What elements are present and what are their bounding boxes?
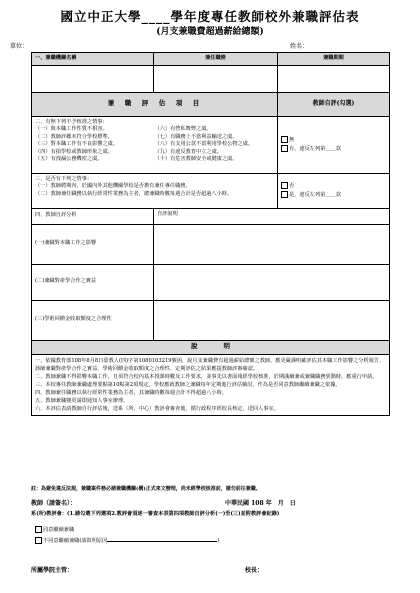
footnote: 註：為避免違反法規，兼職案件務必請兼職機關(構)正式來文辦理，尚未經學校核准前，請勿前往兼職。 bbox=[31, 486, 261, 492]
section2-item: （一）與本職工作性質不相容。 bbox=[35, 126, 108, 133]
note-item: 二、教師兼職不得影響本職工作，且須符合校內基本授課時數及工作要求，並事先以書面報經學校核准，於期滿續兼或兼職職務異動時，應重行申請。 bbox=[35, 373, 378, 380]
note-item: 六、本評估表請教師自行評估後，送系（所、中心）教評會審查後，循行政程序經校長核定，送回人事室。 bbox=[35, 405, 279, 412]
section2-intro: 二、有無下列不予核准之情事： bbox=[35, 118, 108, 125]
section2-item: （十）有危害教師安全或健康之虞。 bbox=[154, 156, 238, 163]
section2-item: （七）有職務上不當利益輸送之虞。 bbox=[154, 133, 238, 140]
name-label: 姓名： bbox=[290, 43, 309, 50]
signature-date: 中華民國 108 年 月 日 bbox=[225, 500, 296, 507]
section1-col-position: 兼任職務 bbox=[154, 53, 278, 66]
section3-item: （一）教師聘期內，於國內外其他機關學校是否擔有兼任專任職務。 bbox=[35, 183, 191, 190]
section4-label: 四、教師自評分析 bbox=[32, 208, 154, 224]
section1-col-period: 兼職期間 bbox=[278, 53, 390, 66]
disagree-option: 不同意繼續兼職(請敘明原因 ) bbox=[35, 537, 219, 544]
section2-item: （六）有營私舞弊之虞。 bbox=[154, 126, 212, 133]
section2-cell bbox=[32, 116, 278, 173]
section3-item: （二）教師兼任職務以執行經常性業務為主者，總兼職時數每週合計是否超過八小時。 bbox=[35, 190, 233, 197]
dept-committee-label: 系(所)教評會：(1.請勾選下列選項2.教評會須逐一審查本表第四項教師自評分析(一)至(三)並附教評會紀錄) bbox=[31, 511, 280, 517]
disagree-label: 不同意繼續兼職(請敘明原因 bbox=[43, 538, 108, 544]
agree-label: 同意繼續兼職 bbox=[43, 527, 75, 533]
form-title: 國立中正大學____學年度專任教師校外兼職評估表 bbox=[60, 9, 360, 24]
analysis-row-label: (一)兼職對本職工作之影響 bbox=[32, 224, 154, 264]
section3-no-checkbox[interactable] bbox=[281, 182, 288, 189]
note-item: 一、依據教育部108年8月8日臺教人(四)字第1080103219號函，說月支兼職費有超過薪給總額之教師，應更嚴謹明確評估其本職工作影響之分析報告、該師兼職對產學合作之實益、學術回饋金收取額度之合理性、定期評估之結果應提教師評審確認。 bbox=[35, 357, 385, 372]
note-item: 四、教師兼任職務以執行經常性業務為主者，其兼職時數每週合計不得超過八小時。 bbox=[35, 389, 227, 396]
section4-col-desc: 自評說明 bbox=[154, 208, 390, 224]
reason-field[interactable] bbox=[107, 541, 217, 542]
section3-cell bbox=[32, 173, 278, 208]
section2-yes-label: 有，違反左列第＿＿款 bbox=[289, 145, 341, 152]
evaluation-table bbox=[31, 52, 390, 416]
section2-item: （九）有違反教育中立之虞。 bbox=[154, 148, 222, 155]
section2-yes-checkbox[interactable] bbox=[281, 145, 288, 152]
president-label: 校長： bbox=[245, 567, 264, 574]
agree-checkbox[interactable] bbox=[35, 526, 42, 533]
analysis-row-label: (二)兼職對產學合作之實益 bbox=[32, 264, 154, 300]
section2-item: （五）有洩漏公務機密之虞。 bbox=[35, 156, 103, 163]
analysis-row-label: (三)學術回饋金收取額度之合理性 bbox=[32, 300, 154, 340]
college-supervisor-label: 所屬學院主管： bbox=[31, 567, 74, 574]
section3-options bbox=[278, 173, 390, 208]
teacher-signature-label: 教師（請簽名）： bbox=[31, 500, 77, 507]
agree-option bbox=[35, 526, 74, 533]
period-cell[interactable] bbox=[278, 65, 390, 92]
form-subtitle: (月支兼職費超過薪給總額) bbox=[156, 27, 264, 37]
section3-intro: 三、是否有下列之情事： bbox=[35, 175, 93, 182]
eval-items-header: 兼 職 評 估 項 目 bbox=[32, 92, 278, 116]
self-eval-header: 教師自評(勾選) bbox=[278, 92, 390, 116]
section2-item: （四）有損學校或教師形象之虞。 bbox=[35, 148, 113, 155]
notes-header: 說 明 bbox=[32, 340, 390, 354]
section2-item: （二）教師評鑑未符合學校標準。 bbox=[35, 133, 113, 140]
unit-label: 單位： bbox=[10, 43, 29, 50]
note-item: 五、教師兼職變更請即通知人事室辦理。 bbox=[35, 397, 129, 404]
org-name-cell[interactable] bbox=[32, 65, 154, 92]
notes-cell bbox=[32, 354, 390, 415]
analysis-row-input[interactable] bbox=[154, 264, 390, 300]
section3-yes-label: 是，違反左列第＿＿款 bbox=[289, 191, 341, 198]
note-item: 三、本校專任教師兼職處理要點第10點第2項規定，學校應就教師之兼職每年定期進行評估檢討，作為是否同意教師繼續兼職之依據。 bbox=[35, 381, 341, 388]
section2-no-label: 無 bbox=[289, 137, 295, 143]
section3-yes-checkbox[interactable] bbox=[281, 191, 288, 198]
disagree-checkbox[interactable] bbox=[35, 537, 42, 544]
position-cell[interactable] bbox=[154, 65, 278, 92]
section3-no-label: 否 bbox=[289, 183, 295, 189]
section2-no-checkbox[interactable] bbox=[281, 136, 288, 143]
section2-item: （三）對本職工作有不良影響之虞。 bbox=[35, 141, 119, 148]
section1-label: 一、兼職機關名稱 bbox=[32, 53, 154, 66]
analysis-row-input[interactable] bbox=[154, 300, 390, 340]
analysis-row-input[interactable] bbox=[154, 224, 390, 264]
section2-options bbox=[278, 116, 390, 173]
section2-item: （八）有支用公款不當利用學校公物之虞。 bbox=[154, 141, 254, 148]
